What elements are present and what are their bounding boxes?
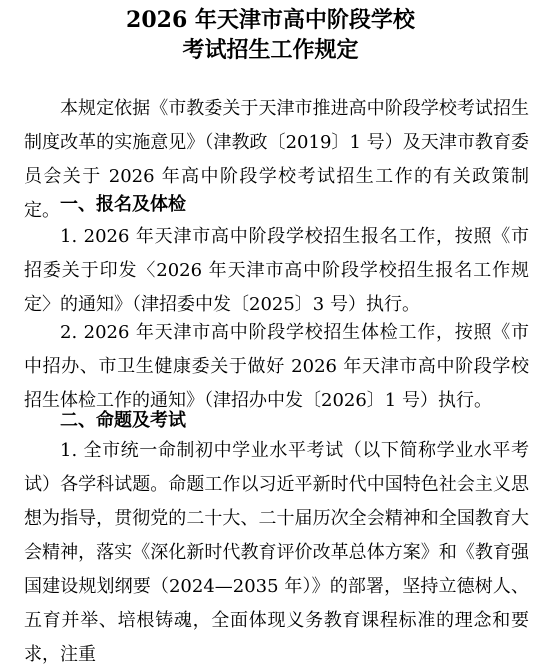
section-1-item-1: 1. 2026 年天津市高中阶段学校招生报名工作，按照《市招委关于印发〈2026 年天津市高中阶段学校招生报名工作规定〉的通知》（津招委中发〔2025〕3 号）执行。 bbox=[24, 226, 529, 315]
intro-paragraph: 本规定依据《市教委关于天津市推进高中阶段学校考试招生制度改革的实施意见》（津教政〔2019〕1 号）及天津市教育委员会关于 2026 年高中阶段学校考试招生工作的有关政策制定。 bbox=[24, 98, 529, 221]
section-heading-registration: 一、报名及体检 bbox=[60, 194, 186, 215]
document-title-line-2: 考试招生工作规定 bbox=[182, 37, 359, 63]
section-2-item-1: 1. 全市统一命制初中学业水平考试（以下简称学业水平考试）各学科试题。命题工作以习近平新时代中国特色社会主义思想为指导，贯彻党的二十大、二十届历次全会精神和全国教育大会精神，落实《深化新时代教育评价改革总体方案》和《教育强国建设规划纲要（2024—2035 年）》的部署，坚持立德树人、五育并举、培根铸魂，全面体现义务教育课程标准的理念和要求，注重 bbox=[24, 440, 529, 665]
section-1-item-2: 2. 2026 年天津市高中阶段学校招生体检工作，按照《市中招办、市卫生健康委关于做好 2026 年天津市高中阶段学校招生体检工作的通知》（津招办中发〔2026〕1 号）执行。 bbox=[24, 322, 529, 411]
document-title-line-1: 2026 年天津市高中阶段学校 bbox=[126, 7, 415, 33]
section-heading-exams: 二、命题及考试 bbox=[60, 410, 186, 431]
